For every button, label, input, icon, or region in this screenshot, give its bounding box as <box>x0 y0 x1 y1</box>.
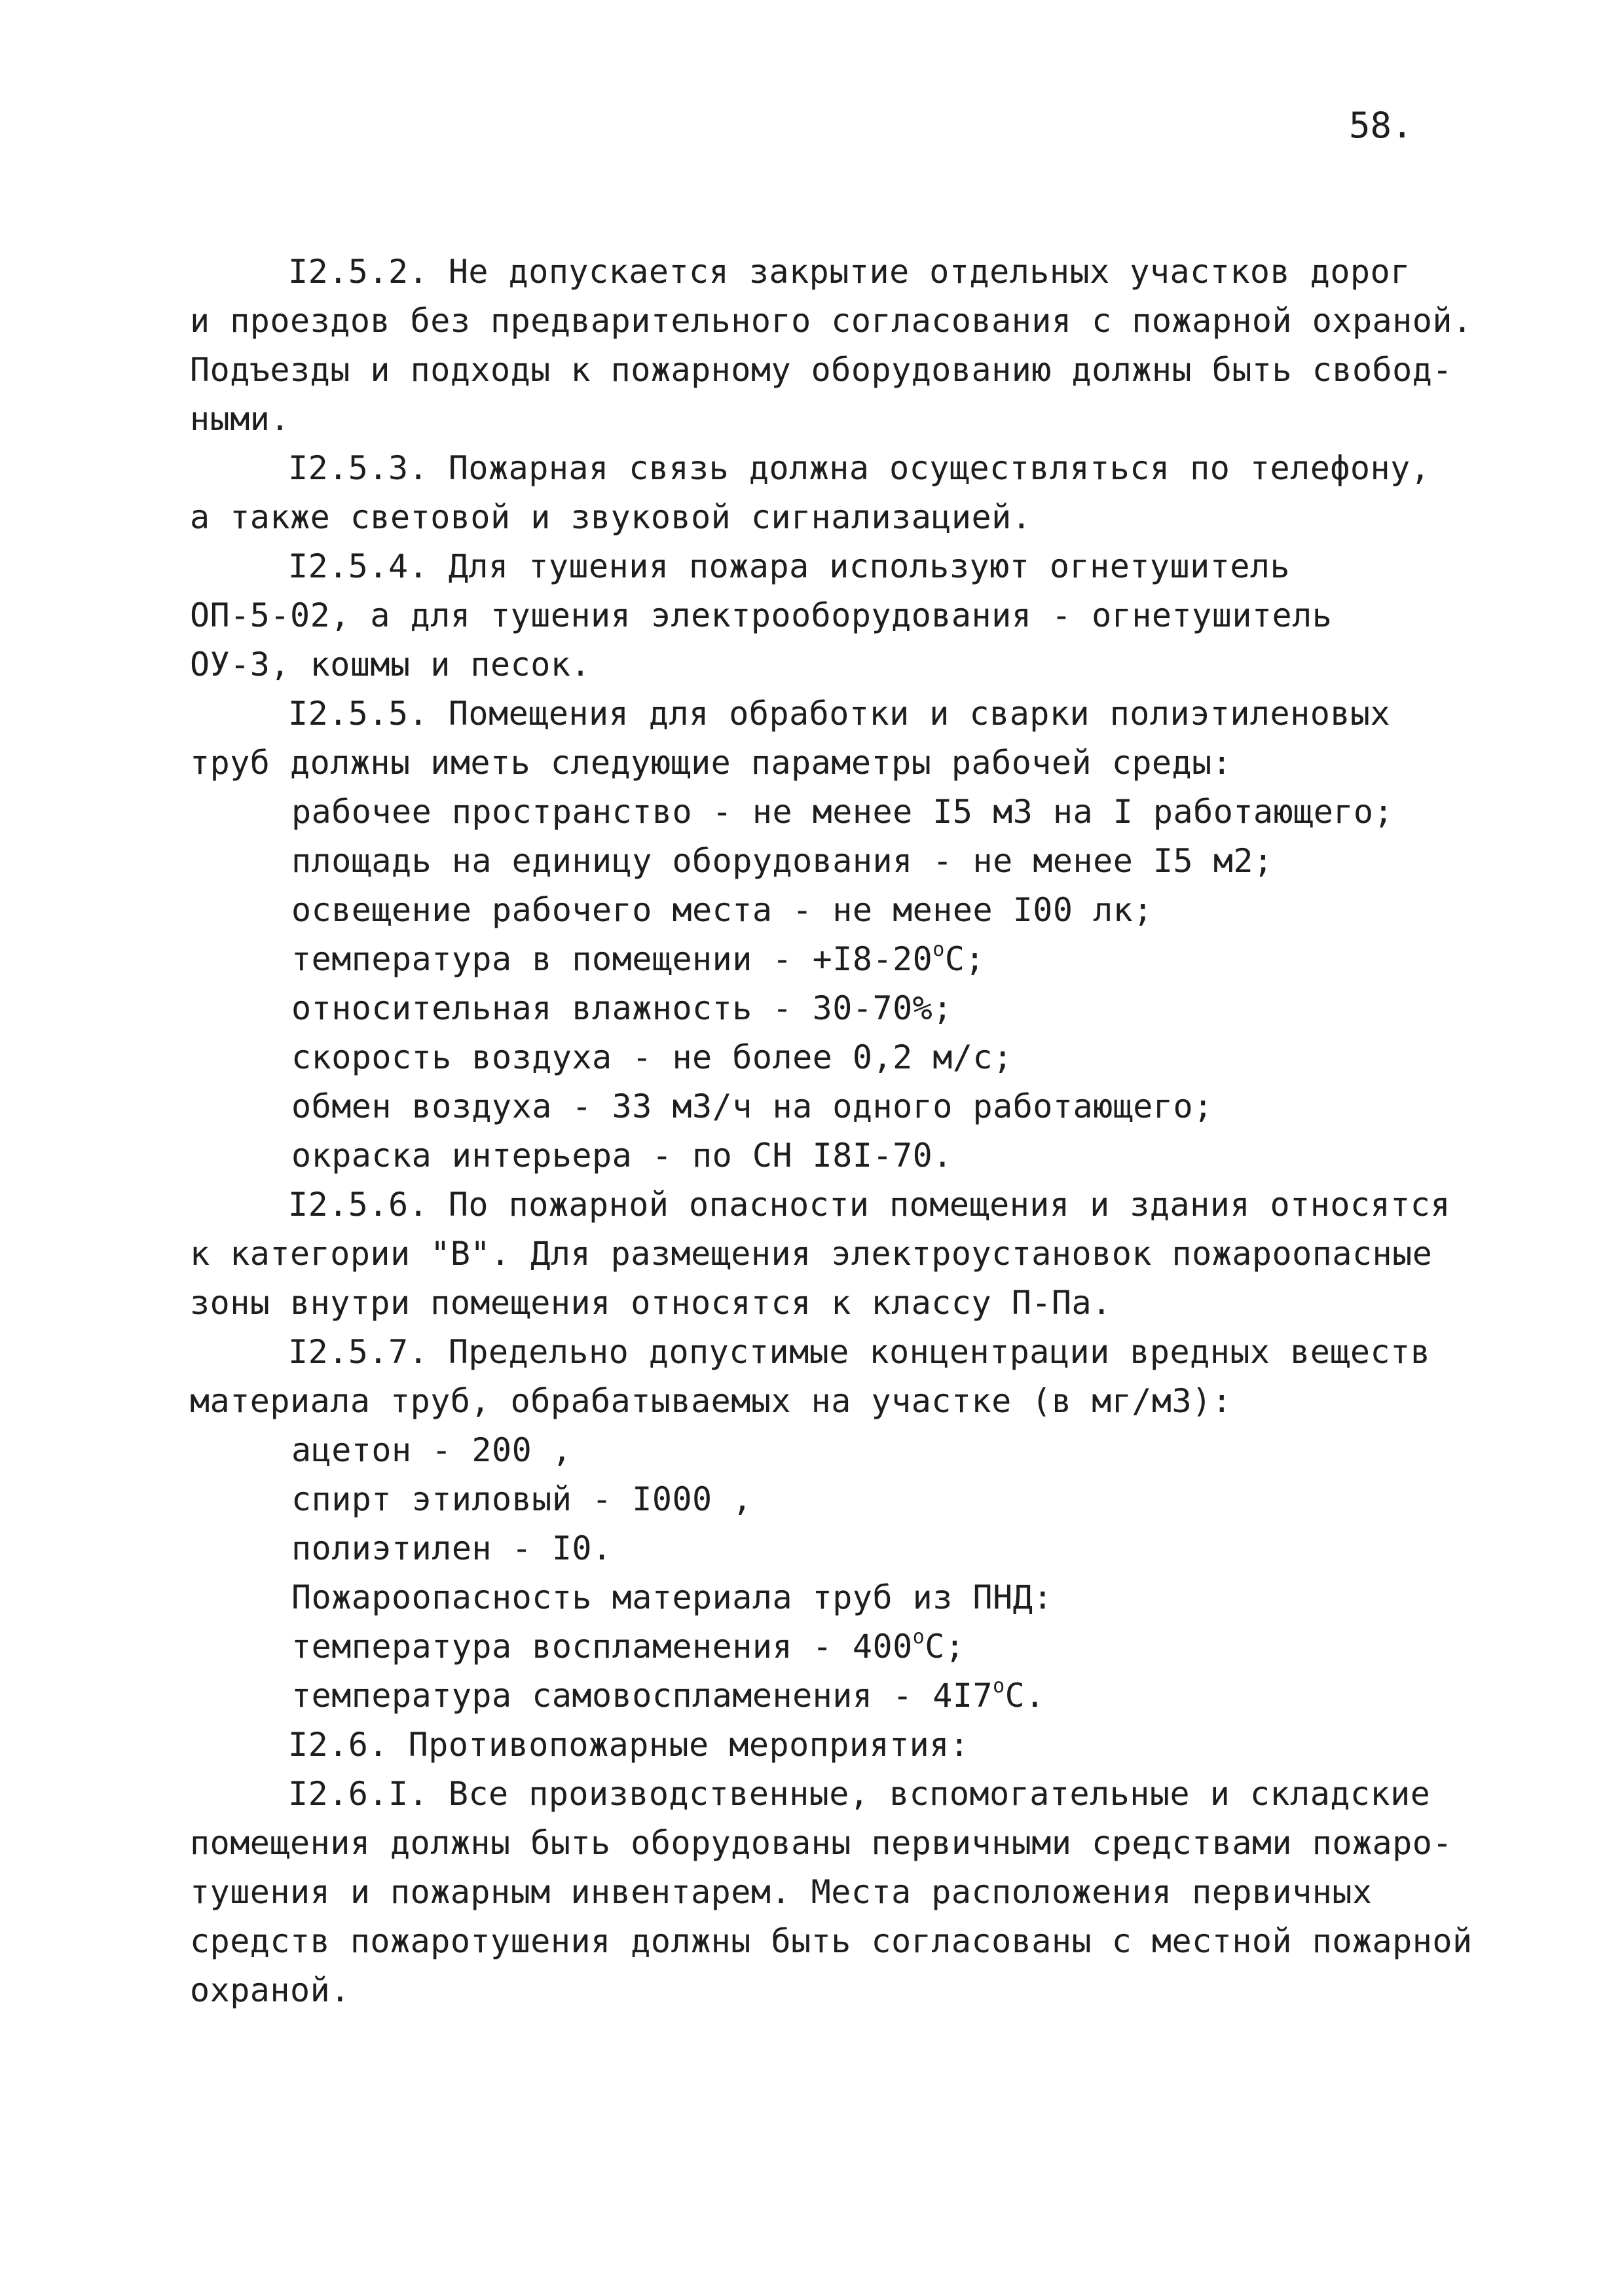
unit-text: С; <box>944 940 986 978</box>
list-item: рабочее пространство - не менее I5 м3 на I работающего; <box>291 793 1394 831</box>
text-line: материала труб, обрабатываемых на участке (в мг/м3): <box>190 1382 1232 1420</box>
list-item: обмен воздуха - 33 м3/ч на одного работающего; <box>291 1087 1213 1125</box>
text-line: и проездов без предварительного согласования с пожарной охраной. <box>190 302 1473 340</box>
text-line: ными. <box>190 400 291 438</box>
list-item: относительная влажность - 30-70%; <box>291 989 953 1027</box>
text-line: I2.5.3. Пожарная связь должна осуществляться по телефону, <box>288 449 1431 487</box>
list-item: освещение рабочего места - не менее I00 лк; <box>291 891 1153 929</box>
text-line: средств пожаротушения должны быть согласованы с местной пожарной <box>190 1922 1473 1960</box>
text-line: а также световой и звуковой сигнализацией. <box>190 498 1032 536</box>
list-item-text: температура в помещении - +I8-20 <box>291 940 933 978</box>
text-line: I2.6. Противопожарные мероприятия: <box>288 1726 970 1764</box>
text-line: труб должны иметь следующие параметры рабочей среды: <box>190 744 1232 782</box>
text-line: I2.5.5. Помещения для обработки и сварки полиэтиленовых <box>288 695 1391 733</box>
degree-sign: о <box>993 1675 1005 1698</box>
text-line: I2.6.I. Все производственные, вспомогательные и складские <box>288 1775 1431 1813</box>
degree-sign: о <box>932 938 945 961</box>
list-item: спирт этиловый - I000 , <box>291 1480 752 1518</box>
list-item: полиэтилен - I0. <box>291 1529 612 1567</box>
text-line: Подъезды и подходы к пожарному оборудованию должны быть свобод- <box>190 351 1452 389</box>
list-item: площадь на единицу оборудования - не менее I5 м2; <box>291 842 1274 880</box>
text-line: ОУ-3, кошмы и песок. <box>190 646 591 683</box>
list-item: Пожароопасность материала труб из ПНД: <box>291 1578 1053 1616</box>
unit-text: С. <box>1005 1677 1045 1715</box>
text-line: охраной. <box>190 1971 350 2009</box>
list-item: окраска интерьера - по СН I8I-70. <box>291 1137 953 1175</box>
list-item-text: температура воспламенения - 400 <box>291 1628 913 1666</box>
unit-text: С; <box>925 1628 965 1666</box>
list-item: скорость воздуха - не более 0,2 м/с; <box>291 1038 1013 1076</box>
text-line: I2.5.7. Предельно допустимые концентрации вредных веществ <box>288 1333 1431 1371</box>
text-line: к категории "В". Для размещения электроустановок пожароопасные <box>190 1235 1433 1273</box>
list-item <box>291 1626 965 1666</box>
list-item <box>291 1675 1045 1715</box>
page-number: 58. <box>1349 105 1413 146</box>
text-line: I2.5.4. Для тушения пожара используют огнетушитель <box>288 547 1291 585</box>
text-line: тушения и пожарным инвентарем. Места расположения первичных <box>190 1873 1373 1911</box>
list-item <box>291 938 986 978</box>
list-item-text: температура самовоспламенения - 4I7 <box>291 1677 993 1715</box>
text-line: помещения должны быть оборудованы первичными средствами пожаро- <box>190 1824 1452 1862</box>
degree-sign: о <box>912 1626 925 1649</box>
text-line: I2.5.2. Не допускается закрытие отдельных участков дорог <box>288 253 1411 291</box>
text-line: зоны внутри помещения относятся к классу П-Па. <box>190 1284 1112 1322</box>
list-item: ацетон - 200 , <box>291 1431 572 1469</box>
text-line: ОП-5-02, а для тушения электрооборудования - огнетушитель <box>190 596 1333 634</box>
text-line: I2.5.6. По пожарной опасности помещения и здания относятся <box>288 1186 1450 1224</box>
